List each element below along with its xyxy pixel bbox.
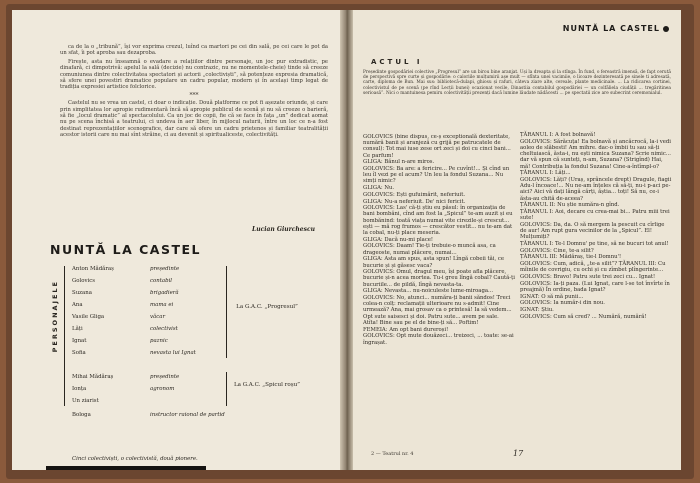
dialogue-line: GLIGA: Nevasta... nu-noiculeste lume-miroaga... xyxy=(363,288,494,295)
dialogue-line: GOLOVICS: Cum, adică, „te-a silit”? ȚĂRANUL III: Cu mîinile de covrigiu, cu ochi și cu zîmbet plîngerinte... xyxy=(520,261,666,274)
left-page xyxy=(12,10,340,470)
castle-paragraph: Castelul nu se vrea un castel, ci doar o indicație. Două platforme ce pot fi așezate oriunde, și care prin simplitatea lor apropie rudimentară încă să apropie publicul de scenă și nu să creeze o barieră, să fie „locul dramatic” al spectacolului. Ca un joc de copii, fie că se face în fața „un” dedicat aomat nu pe scena închisă a teatrului, ci undeva în aer liber, în mijlocul naturii, între un loc ce n-a fost destinat reprezentațiilor scenografice, dar care să ofere un cadru prietenos și familiar teatralității acestor istorii care nu mai sînt străine, ci au devenit și spiritualiceste, colectivități. xyxy=(60,100,328,139)
dialogue-line: GOLOVICS: Sărăcuța! Ea bolnavă și ancăcrocă, la-i vedi aoleo de slăbesti! Am mihre. dac-o îmbii tu sau să-ți cheltuiască, ăsta-i, nu ești nimica Suzana? Scrie nimic... dar vă spun că sunteți, n-am, Suzana? (Strigînd) Hai, mă! Contribuția la fondul Suzana! Cine-a-întîmpl-o? xyxy=(520,138,671,170)
running-head: NUNTĂ LA CASTEL xyxy=(563,24,669,33)
dialogue-line: GOLOVICS (bine dispus, ce-ș exceptională dexteritate, numără banii și aranjeză cu grijă pe patrucatele de consul): Tot mai iuse zese ort zeci și doi cu cinci bani... Ce parfum! xyxy=(363,134,511,159)
dialogue-line: FEMEIA: Am opt bani dureroși! xyxy=(363,326,449,333)
dialogue-line: GLIGA: Bănul n-are miros. xyxy=(363,159,435,166)
dialogue-line: GLIGA: Asta am spus, asta spun! Lîngă cobeii tăi, ce bucurie și și găsesc vaca? xyxy=(363,256,504,269)
dialogue-line: GOLOVICS: Bravo! Patru sute trei zeci cu... Ignat! xyxy=(520,273,656,280)
dialogue-line: GLIGA: Dacă nu-mi place! xyxy=(363,236,434,243)
page-number: 17 xyxy=(513,449,524,458)
dialogue-line: ȚĂRANUL I: A fost bolnavă! xyxy=(520,132,596,138)
stage-direction: Președinte gospodăriei colective „Progresul” are un birou bine aranjat. Uși la dreapta și la stînga. În fund, o fereastră imensă, de fapt cerută de perspectivă spre curte și gospodărie: o caloriile mulțumirii așe mult — sfînta unei vacimiie, o licoare dezinteresată pe sinele ti adresată, carte, diploma de Bun. Mai sus: bibliotecă-dulapi, ghiosu și rafuri, câteva ziare alte, cereale, plante medicinale. ... La ridicarea cortinei, colectivistul de pe scenă (pe rînd Lecții bunei) ocazionat vecile, Dinastiia contabilul gospodăriei — un colfăliela ciudății ... tregăritinea serioasă”. Nici o mantuinesa pemiru colectivității prezenți dacă lumine lăudate nădăcesti ... pe spectatii zice are subecrint ceremonialul. xyxy=(363,70,671,96)
cast-footnote: Cinci colectiviști, o colectivistă, două pionere. xyxy=(72,456,198,462)
dialogue-line: GOLOVICS: Ești gufuimărit, neferiuit. xyxy=(363,191,466,198)
intro-text xyxy=(60,44,328,141)
personaje-label: PERSONAJELE xyxy=(51,280,59,353)
dialogue-column-2 xyxy=(520,132,672,320)
cast-list: PERSONAJELE Anton Mădăraș președinte Golovics contabil Suzana brigadieră Ana mama ei Vasile Gliga văcar Lăți colectivist Ignat paznic Sofia nevasta lui Ignat Mihai Mădăraș președinte Ionța agronom Un ziarist Bologa instructor raional de partid La G.A.C. „Progresul” La G.A.C. „Spicul roșu” Cinci colectiviști, o colectivistă, două pionere. xyxy=(46,258,340,470)
dialogue-line: ȚĂRANUL II: Nu știe număra-n gînd. xyxy=(520,202,620,209)
dialogue-line: GOLOVICS: Omul, dragul meu, își poate afla plăcere, bucurie și-n acea mortea. Tu-i greu lîngă cobal? Caută-ți bucuriile... de pildă, lîngă nevasta-ta. xyxy=(363,269,515,288)
divider-line xyxy=(64,266,65,406)
dialogue-line: ȚĂRANUL I: Te-l Domnu' pe tine, să ne bucuri tot anul! xyxy=(520,240,669,247)
dialogue-line: ȚĂRANUL III: Mădăraș, tie-l Domnu'! xyxy=(520,254,622,261)
right-page xyxy=(353,10,681,470)
dialogue-line: IGNAT: Știu. xyxy=(520,306,554,313)
group-bracket xyxy=(226,266,227,358)
dialogue-line: GOLOVICS: Cine, te-a silit? xyxy=(520,247,594,254)
play-title: NUNTĂ LA CASTEL xyxy=(50,242,201,257)
issue-label: 2 — Teatrul nr. 4 xyxy=(371,451,414,457)
dialogue-line: GOLOVICS: Ba are: a fericire... Pe cuvînt!... Și cînd un leu îl vezi pe el acum? Un leu la fondul Suzana... Nu simți nimic? xyxy=(363,166,510,185)
dialogue-line: ȚĂRANUL I: Lăți... xyxy=(520,170,571,177)
dialogue-line: GOLOVICS: Da, da. O să mergem la pescuit cu cîrlige de aur! Am rupt gura vecinilor de la „Spicul”. El! Mulțumiți? xyxy=(520,221,665,241)
dialogue-line: GOLOVICS: Daam! Tie-ți trebuie-o muncă asa, ca drageoste, numai plăcere, numai... xyxy=(363,243,496,256)
dialogue-column-1 xyxy=(363,134,515,346)
book-gutter xyxy=(340,10,353,470)
dialogue-line: ȚĂRANUL I: Aoi, decare cu crea-mai bi... Patru miii trei sute! xyxy=(520,208,670,222)
dialogue-line: GOLOVICS: No, atunci... număra-ți banii săndos! Treci colea-n colț: reclamații ulterioare nu s-admit! Cine urmează? Ana, mai grosav ca o printesă! Ia să vedem... Opt sute saisesci și doi. Patru sute... avem pe sale. Atîta! Bine sau pe el de bine-ți să... Poftim! xyxy=(363,295,512,326)
intro-paragraph: Firește, asta nu înseamnă o evadare a relațiilor dintre personaje, un joc pur extradistic, pe dinafară, ci dimpotrivă: apelul la sală (decizie) nu contrazic, nu ne momentele-cheie) tinde să creeze comuniunea dintre colectivitatea spectatori și actorii „colectiviști”, să potențeze expresia dramatică, să sfere unei povestiri dramatice populare un cadru popular, modern și în același timp legat de tradiția expresiei artistice folclorice. xyxy=(60,58,328,91)
dialogue-line: GOLOVICS: Cum să cred? ... Numără, numără! xyxy=(520,313,647,320)
intro-paragraph: ca de la o „tribună”, își vor exprima crezul, luînd ca martori pe cei din sală, pe cei care le pot da un sfat, îi pot aproba sau dezaproba. xyxy=(60,44,328,57)
bullet-icon xyxy=(663,26,669,32)
dialogue-line: GOLOVICS: Opt mute douăzeci... treizeci, ... toate: se-ai îngrașat. xyxy=(363,333,514,346)
dialogue-line: GLIGA: Nu-a neferiuit. De' nici fericit. xyxy=(363,198,466,205)
group-bracket xyxy=(226,372,227,406)
group-spicul-rosu: La G.A.C. „Spicul roșu” xyxy=(233,382,301,388)
dialogue-line: GOLOVICS: Las' că-ți știu eu păsul: în organizația de bani bombăni, cînd am fost la „Spicul” te-am auzit și eu bombănind: toată viața numai vite cirezile-și crescut... ești — mă rog frumos — crescător vestit... nu te-am dat la cobal, nu-ți place meseria. xyxy=(363,205,513,237)
group-progresul: La G.A.C. „Progresul” xyxy=(236,304,298,310)
dialogue-line: GOLOVICS: Ia număr-i din nou. xyxy=(520,300,605,307)
section-separator: *** xyxy=(189,91,199,99)
dialogue-line: GOLOVICS: Lăți? (Uraș, sprâncele drept) Dragule, fiagii Adu-l încoace!... Nu ne-am înțeles că să-ți, nu-i p-aci pe-aici? Aici vă dați lângă cărți, ăștia... toți! Să nu, ce-i ăsta-au chită de-aceea? xyxy=(520,176,672,202)
dialogue-line: GLIGA: Nu. xyxy=(363,185,395,192)
decorative-bar xyxy=(46,466,206,470)
author-signature: Lucian Giurchescu xyxy=(252,226,316,233)
dialogue-line: IGNAT: O să mă punii... xyxy=(520,293,584,300)
dialogue-line: GOLOVICS: Ia-ți paza. (Lui Ignat, care l-se tot învîrte în preajmă) În ordine, bada Ignat? xyxy=(520,280,670,293)
act-title: ACTUL I xyxy=(371,58,423,66)
